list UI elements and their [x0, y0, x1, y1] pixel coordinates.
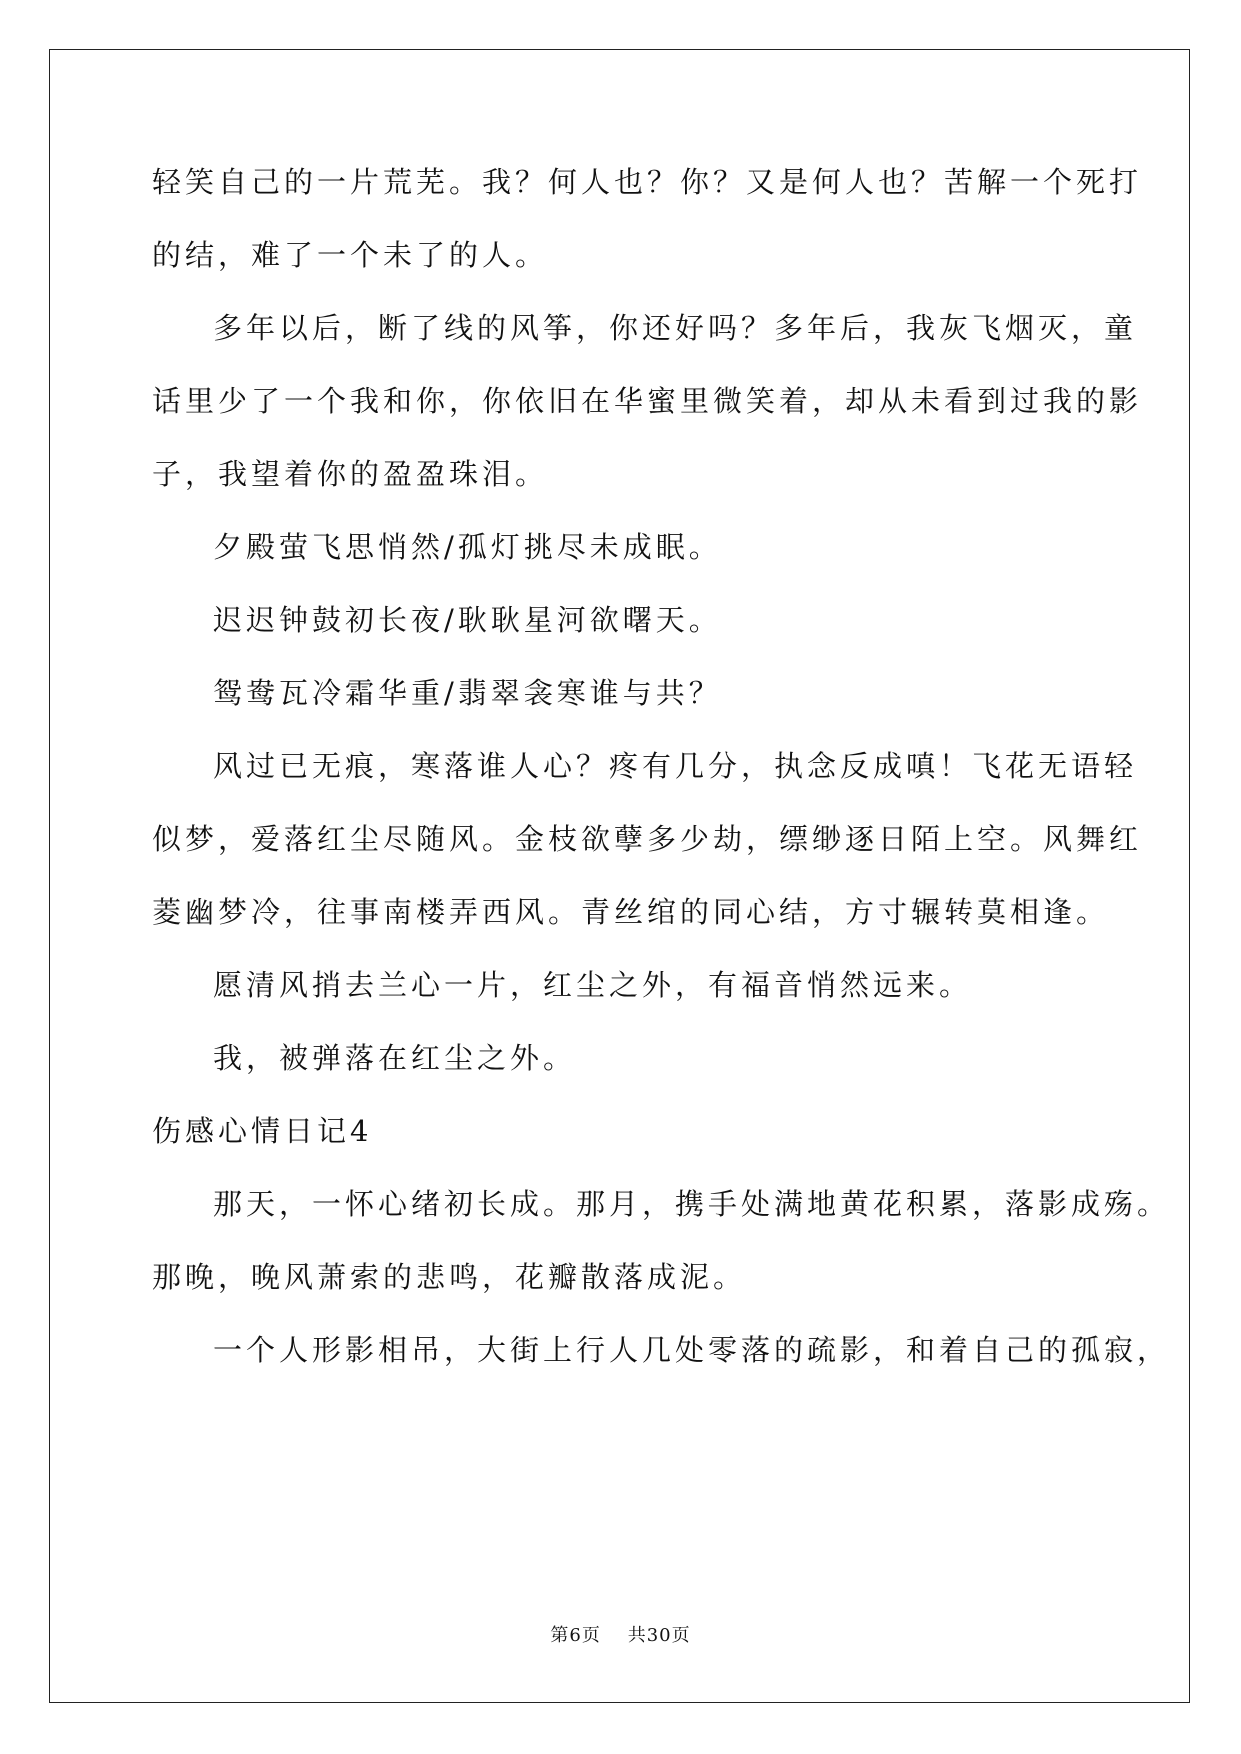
text-line: 鸳鸯瓦冷霜华重/翡翠衾寒谁与共？ [213, 676, 722, 710]
text-line: 似梦，爱落红尘尽随风。金枝欲孽多少劫，缥缈逐日陌上空。风舞红 [152, 822, 1143, 856]
text-line: 愿清风捎去兰心一片，红尘之外，有福音悄然远来。 [213, 968, 973, 1002]
page-footer: 第6页 共30页 [550, 1625, 691, 1646]
page-border [49, 49, 1190, 1703]
section-heading: 伤感心情日记4 [152, 1114, 373, 1148]
text-line: 菱幽梦冷，往事南楼弄西风。青丝绾的同心结，方寸辗转莫相逢。 [152, 895, 1110, 929]
text-line: 多年以后，断了线的风筝，你还好吗？多年后，我灰飞烟灭，童 [213, 311, 1138, 345]
text-line: 我，被弹落在红尘之外。 [213, 1041, 577, 1075]
text-line: 夕殿萤飞思悄然/孤灯挑尽未成眠。 [213, 530, 722, 564]
text-line: 那晚，晚风萧索的悲鸣，花瓣散落成泥。 [152, 1260, 747, 1294]
text-line: 的结，难了一个未了的人。 [152, 238, 549, 272]
text-line: 风过已无痕，寒落谁人心？疼有几分，执念反成嗔！飞花无语轻 [213, 749, 1138, 783]
text-line: 轻笑自己的一片荒芜。我？何人也？你？又是何人也？苦解一个死打 [152, 165, 1143, 199]
text-line: 话里少了一个我和你，你依旧在华蜜里微笑着，却从未看到过我的影 [152, 384, 1143, 418]
text-line: 迟迟钟鼓初长夜/耿耿星河欲曙天。 [213, 603, 722, 637]
text-line: 一个人形影相吊，大街上行人几处零落的疏影，和着自己的孤寂， [213, 1333, 1171, 1367]
text-line: 那天，一怀心绪初长成。那月，携手处满地黄花积累，落影成殇。 [213, 1187, 1171, 1221]
text-line: 子，我望着你的盈盈珠泪。 [152, 457, 549, 491]
